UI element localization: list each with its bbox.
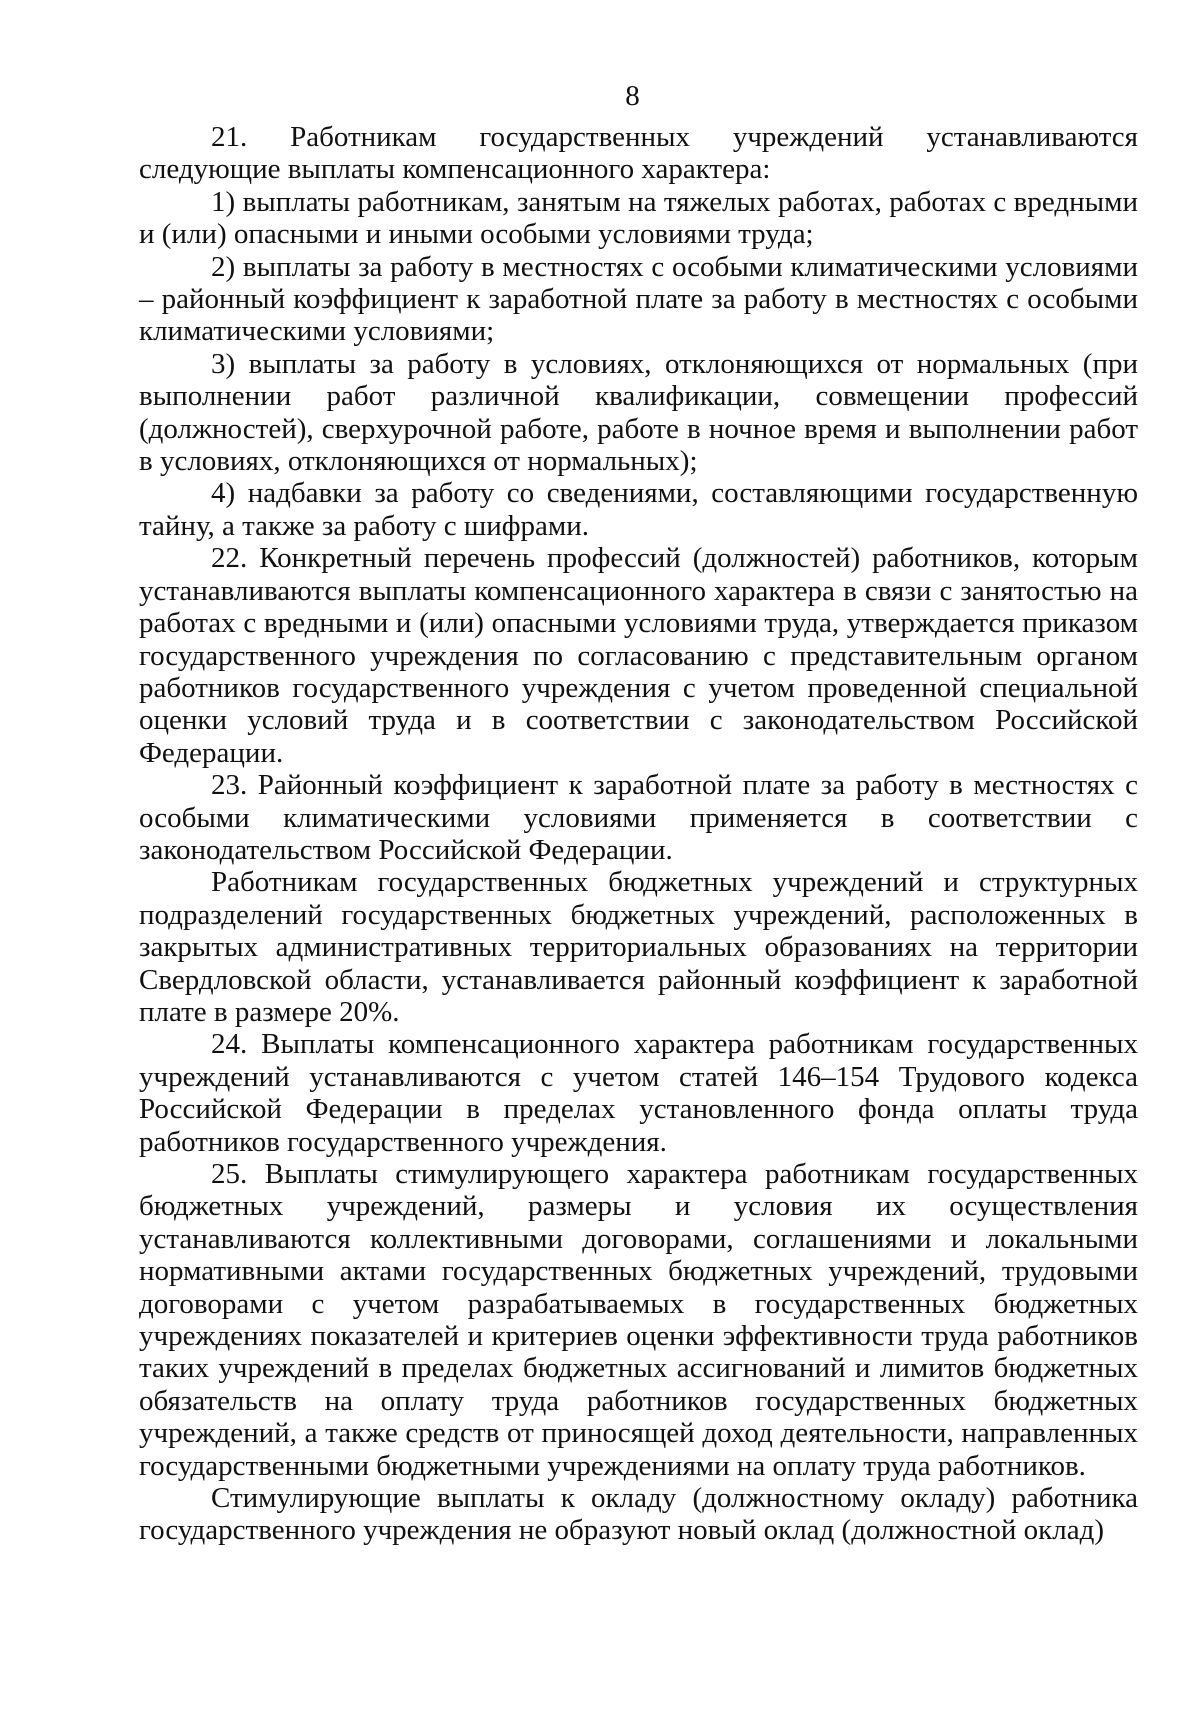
list-item-4: 4) надбавки за работу со сведениями, составляющими государственную тайну, а также за работу с шифрами. bbox=[139, 477, 1138, 542]
paragraph-21-intro: 21. Работникам государственных учреждений устанавливаются следующие выплаты компенсационного характера: bbox=[139, 121, 1138, 186]
document-body bbox=[139, 121, 1138, 1547]
list-item-1: 1) выплаты работникам, занятым на тяжелых работах, работах с вредными и (или) опасными и иными особыми условиями труда; bbox=[139, 185, 1138, 251]
paragraph-23-continued: Работникам государственных бюджетных учреждений и структурных подразделений государственных бюджетных учреждений, расположенных в закрытых административных территориальных образованиях на территории Свердловской области, устанавливается районный коэффициент к заработной плате в размере 20%. bbox=[139, 866, 1138, 1028]
list-item-3: 3) выплаты за работу в условиях, отклоняющихся от нормальных (при выполнении работ различной квалификации, совмещении профессий (должностей), сверхурочной работе, работе в ночное время и выполнении работ в условиях, отклоняющихся от нормальных); bbox=[139, 347, 1138, 478]
paragraph-23: 23. Районный коэффициент к заработной плате за работу в местностях с особыми климатическими условиями применяется в соответствии с законодательством Российской Федерации. bbox=[139, 769, 1138, 866]
paragraph-25-continued: Стимулирующие выплаты к окладу (должностному окладу) работника государственного учреждения не образуют новый оклад (должностной оклад) bbox=[139, 1482, 1138, 1547]
page-number: 8 bbox=[625, 80, 640, 112]
paragraph-25: 25. Выплаты стимулирующего характера работникам государственных бюджетных учреждений, размеры и условия их осуществления устанавливаются коллективными договорами, соглашениями и локальными нормативными актами государственных бюджетных учреждений, трудовыми договорами с учетом разрабатываемых в государственных бюджетных учреждениях показателей и критериев оценки эффективности труда работников таких учреждений в пределах бюджетных ассигнований и лимитов бюджетных обязательств на оплату труда работников государственных бюджетных учреждений, а также средств от приносящей доход деятельности, направленных государственными бюджетными учреждениями на оплату труда работников. bbox=[139, 1158, 1138, 1482]
list-item-2: 2) выплаты за работу в местностях с особыми климатическими условиями – районный коэффициент к заработной плате за работу в местностях с особыми климатическими условиями; bbox=[139, 250, 1138, 348]
paragraph-22: 22. Конкретный перечень профессий (должностей) работников, которым устанавливаются выплаты компенсационного характера в связи с занятостью на работах с вредными и (или) опасными условиями труда, утверждается приказом государственного учреждения по согласованию с представительным органом работников государственного учреждения с учетом проведенной специальной оценки условий труда и в соответствии с законодательством Российской Федерации. bbox=[139, 542, 1138, 769]
paragraph-24: 24. Выплаты компенсационного характера работникам государственных учреждений устанавливаются с учетом статей 146–154 Трудового кодекса Российской Федерации в пределах установленного фонда оплаты труда работников государственного учреждения. bbox=[139, 1028, 1138, 1158]
